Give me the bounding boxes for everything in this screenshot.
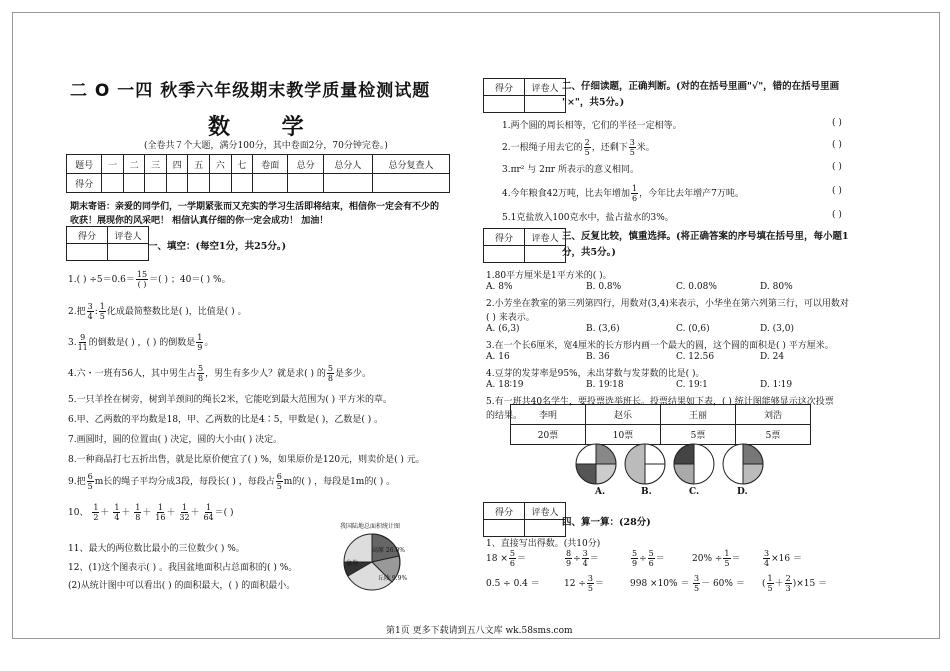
choice-5-line-1: 5.有一班共40名学生，要投票选举班长。投票结果如下表，( ) 统计图能够显示这次投票 bbox=[486, 397, 834, 407]
grader-box-1 bbox=[66, 226, 149, 261]
question-1-7: 7.画圆时，圆的位置由( ) 决定，圆的大小由( ) 决定。 bbox=[68, 435, 283, 445]
pie-label-d: D. bbox=[737, 487, 748, 497]
choice-3: 3.在一个长6厘米，宽4厘米的长方形内画一个最大的圆，这个圆的面积是( ) 平方厘米。 bbox=[486, 341, 834, 351]
score-cell[interactable] bbox=[166, 174, 188, 193]
pie-label-hills: 丘陵 9.9% bbox=[378, 575, 408, 582]
vote-name-cell: 赵乐 bbox=[586, 405, 661, 425]
choice-3-opt-a[interactable]: A. 16 bbox=[486, 352, 510, 362]
score-header-cell: 一 bbox=[102, 155, 124, 174]
question-1-10: 10、 $\frac{1}{2}$ ＋ $\frac{1}{4}$ ＋ $\frac{1}{8}$ ＋ $\frac{1}{16}$ ＋ $\frac{1}{32}$ ＋ $\frac{1}{64}$ ＝( ) bbox=[68, 503, 234, 522]
score-cell[interactable] bbox=[373, 174, 450, 193]
pie-option-d[interactable] bbox=[723, 444, 763, 484]
score-header-cell: 卷面 bbox=[253, 155, 288, 174]
calc-1-4: 20% ÷ $\frac{1}{5}$ ＝ bbox=[692, 549, 741, 568]
score-table bbox=[66, 154, 450, 193]
choice-3-opt-b[interactable]: B. 36 bbox=[586, 352, 610, 362]
score-cell[interactable] bbox=[123, 174, 145, 193]
judge-2: 2.一根绳子用去它的 $\frac{2}{5}$ ，还剩下 $\frac{3}{5}$ 米。 bbox=[502, 138, 655, 157]
score-header-cell: 二 bbox=[123, 155, 145, 174]
question-1-2: 2.把 $\frac{3}{4}$ : $\frac{1}{5}$ 化成最简整数比是( )，比值是( ) 。 bbox=[68, 302, 247, 321]
pie-label-a: A. bbox=[595, 487, 606, 497]
calc-2-1: 0.5 ÷ 0.4 ＝ bbox=[486, 579, 540, 589]
vote-count-cell: 5票 bbox=[661, 425, 736, 445]
vote-name-cell: 王丽 bbox=[661, 405, 736, 425]
question-1-12-1: 12、(1)这个图表示( ) 。我国盆地面积占总面积的( ) %。 bbox=[68, 563, 298, 573]
subject-title: 数 学 bbox=[208, 115, 326, 140]
vote-table bbox=[510, 404, 811, 445]
choice-2-opt-d[interactable]: D. (3,0) bbox=[760, 324, 794, 334]
score-header-cell: 五 bbox=[188, 155, 210, 174]
score-cell[interactable] bbox=[231, 174, 253, 193]
answer-paren-1[interactable]: ( ) bbox=[832, 118, 842, 128]
choice-3-opt-d[interactable]: D. 24 bbox=[760, 352, 785, 362]
choice-1-opt-b[interactable]: B. 0.8% bbox=[586, 282, 622, 292]
calc-1-5: $\frac{3}{4}$ ×16 ＝ bbox=[764, 549, 802, 568]
question-1-3: 3. $\frac{9}{11}$ 的倒数是( ) ，( ) 的倒数是 $\frac{1}{9}$ 。 bbox=[68, 333, 214, 352]
pie-label-c: C. bbox=[689, 487, 700, 497]
answer-paren-4[interactable]: ( ) bbox=[832, 186, 842, 196]
calc-1-3: $\frac{5}{9}$ ÷ $\frac{5}{6}$ ＝ bbox=[632, 549, 665, 568]
choice-2-opt-b[interactable]: B. (3,6) bbox=[586, 324, 620, 334]
score-cell[interactable] bbox=[188, 174, 210, 193]
score-header-cell: 总分人 bbox=[323, 155, 372, 174]
score-header-cell: 总分 bbox=[288, 155, 323, 174]
judge-3: 3.πr² 与 2πr 所表示的意义相同。 bbox=[502, 165, 639, 175]
calc-2-2: 12 ÷ $\frac{3}{5}$ ＝ bbox=[564, 574, 604, 593]
greeting-line-2: 收获！展现你的风采吧！ 相信认真仔细的你一定会成功！ 加油！ bbox=[70, 216, 329, 226]
calc-2-3: 998 ×10% ＝ bbox=[630, 579, 690, 589]
page-footer: 第1页 更多下载请到五八文库 wk.58sms.com bbox=[386, 626, 573, 636]
calc-1-2: $\frac{8}{9}$ ÷ $\frac{3}{4}$ ＝ bbox=[566, 549, 599, 568]
question-1-6: 6.甲、乙两数的平均数是18，甲、乙两数的比是4∶5，甲数是( )，乙数是( ) 。 bbox=[68, 415, 384, 425]
grader-score-label: 得分 bbox=[67, 227, 108, 244]
score-header-cell: 三 bbox=[145, 155, 167, 174]
question-1-8: 8.一种商品打七五折出售，就是比原价便宜了( ) %，如果原价是120元，则卖价是( ) 元。 bbox=[68, 455, 425, 465]
greeting-line-1: 期末寄语：亲爱的同学们，一学期紧张而又充实的学习生活即将结束，相信你一定会有不少的 bbox=[70, 202, 440, 212]
judge-5: 5.1克盐放入100克水中，盐占盐水的3%。 bbox=[502, 213, 674, 223]
vote-count-cell: 20票 bbox=[511, 425, 586, 445]
score-cell[interactable] bbox=[323, 174, 372, 193]
score-header-cell: 题号 bbox=[67, 155, 102, 174]
grader-score-cell[interactable] bbox=[67, 244, 108, 261]
choice-4-opt-d[interactable]: D. 1∶19 bbox=[760, 380, 793, 390]
score-cell[interactable] bbox=[102, 174, 124, 193]
question-1-4: 4.六・一班有56人，其中男生占 $\frac{5}{8}$ ，男生有多少人？就是求( ) 的 $\frac{5}{8}$ 是多少。 bbox=[68, 364, 371, 383]
vote-name-cell: 李明 bbox=[511, 405, 586, 425]
score-header-cell: 总分复查人 bbox=[373, 155, 450, 174]
calc-1-1: 18 × $\frac{5}{6}$ ＝ bbox=[486, 549, 526, 568]
choice-1-opt-c[interactable]: C. 0.08% bbox=[676, 282, 717, 292]
pie-label-basin: 盆地 bbox=[346, 560, 359, 567]
pie-label-plateau: 高原 26.0% bbox=[372, 547, 405, 554]
score-row-label: 得分 bbox=[67, 174, 102, 193]
grader-name-cell[interactable] bbox=[108, 244, 149, 261]
score-cell[interactable] bbox=[288, 174, 323, 193]
question-1-5: 5.一只羊拴在树旁，树到羊颈间的绳长2米，它能吃到最大范围为( ) 平方米的草。 bbox=[68, 395, 393, 405]
score-cell[interactable] bbox=[145, 174, 167, 193]
pie-option-c[interactable] bbox=[674, 444, 714, 484]
pie-label-b: B. bbox=[641, 487, 652, 497]
choice-1-opt-d[interactable]: D. 80% bbox=[760, 282, 793, 292]
grader-name-label: 评卷人 bbox=[108, 227, 149, 244]
choice-2-opt-c[interactable]: C. (0,6) bbox=[676, 324, 710, 334]
choice-4: 4.豆芽的发芽率是95%，未出芽数与发芽数的比是( )。 bbox=[486, 369, 705, 379]
choice-5-line-2: 的结果。 bbox=[486, 411, 523, 421]
calc-2-5: ( $\frac{1}{5}$ ＋ $\frac{2}{3}$ )×15 ＝ bbox=[762, 574, 828, 593]
section1-heading: 一、填空：(每空1分，共25分。) bbox=[148, 241, 287, 252]
answer-paren-2[interactable]: ( ) bbox=[832, 140, 842, 150]
judge-1: 1.两个圆的周长相等，它们的半径一定相等。 bbox=[502, 121, 682, 131]
choice-4-opt-a[interactable]: A. 18∶19 bbox=[486, 380, 524, 390]
section2-heading-1: 二、仔细读题，正确判断。(对的在括号里画"√"，错的在括号里画 bbox=[562, 81, 840, 92]
grader-box-2: 得分 评卷人 bbox=[483, 78, 566, 113]
question-1-12-2: (2)从统计图中可以看出( ) 的面积最大，( ) 的面积最小。 bbox=[68, 581, 296, 591]
question-1-9: 9.把 $\frac{6}{5}$ m长的绳子平均分成3段，每段长( ) ，每段占 $\frac{6}{5}$ m的( ) ，每段是1m的( ) 。 bbox=[68, 472, 396, 491]
question-1-11: 11、最大的两位数比最小的三位数少( ) %。 bbox=[68, 544, 245, 554]
choice-3-opt-c[interactable]: C. 12.56 bbox=[676, 352, 715, 362]
pie-option-a[interactable] bbox=[576, 444, 616, 484]
judge-4: 4.今年粮食42万吨，比去年增加 $\frac{1}{6}$ ，今年比去年增产7万吨。 bbox=[502, 184, 744, 203]
pie-option-b[interactable] bbox=[625, 444, 665, 484]
section4-sub: 1、直接写出得数。(共10分) bbox=[486, 539, 601, 549]
answer-paren-3[interactable]: ( ) bbox=[832, 162, 842, 172]
score-header-cell: 四 bbox=[166, 155, 188, 174]
grader-box-3: 得分 评卷人 bbox=[483, 228, 566, 263]
choice-2-line-2: ( ) 来表示。 bbox=[486, 313, 535, 323]
vote-name-cell: 刘浩 bbox=[736, 405, 811, 425]
question-1-1: 1.( ) ÷5＝0.6＝ $\frac{15}{( )}$ ＝( ) ；40＝( ) %。 bbox=[68, 270, 231, 289]
choice-2-line-1: 2.小芳坐在教室的第三列第四行，用数对(3,4)来表示，小华坐在第六列第三行，可以用数对 bbox=[486, 299, 849, 309]
score-cell[interactable] bbox=[253, 174, 288, 193]
choice-4-opt-c[interactable]: C. 19∶1 bbox=[676, 380, 708, 390]
section3-heading-1: 三、反复比较，慎重选择。(将正确答案的序号填在括号里，每小题1 bbox=[562, 231, 849, 242]
vote-count-cell: 10票 bbox=[586, 425, 661, 445]
answer-paren-5[interactable]: ( ) bbox=[832, 210, 842, 220]
grader-box-4: 得分 评卷人 bbox=[483, 502, 566, 537]
vote-count-cell: 5票 bbox=[736, 425, 811, 445]
land-pie-title: 我国陆地总面积统计图 bbox=[340, 523, 401, 530]
exam-title: 二 O 一四 秋季六年级期末教学质量检测试题 bbox=[70, 81, 431, 101]
vote-pie-options bbox=[575, 443, 775, 485]
score-header-cell: 六 bbox=[210, 155, 232, 174]
section2-heading-2: "×"，共5分。) bbox=[562, 97, 625, 108]
choice-1-opt-a[interactable]: A. 8% bbox=[486, 282, 513, 292]
section3-heading-2: 分，共5分。) bbox=[562, 247, 616, 258]
fraction: $\frac{15}{( )}$ bbox=[136, 270, 148, 289]
choice-2-opt-a[interactable]: A. (6,3) bbox=[486, 324, 520, 334]
exam-note: (全卷共７个大题，满分100分，其中卷面2分，70分钟完卷。) bbox=[144, 141, 388, 151]
section4-heading: 四、算一算：(28分) bbox=[562, 517, 651, 528]
choice-1: 1.80平方厘米是1平方米的( )。 bbox=[486, 271, 612, 281]
calc-2-4: $\frac{3}{5}$ － 60% ＝ bbox=[694, 574, 745, 593]
choice-4-opt-b[interactable]: B. 19∶18 bbox=[586, 380, 624, 390]
score-cell[interactable] bbox=[210, 174, 232, 193]
score-header-cell: 七 bbox=[231, 155, 253, 174]
